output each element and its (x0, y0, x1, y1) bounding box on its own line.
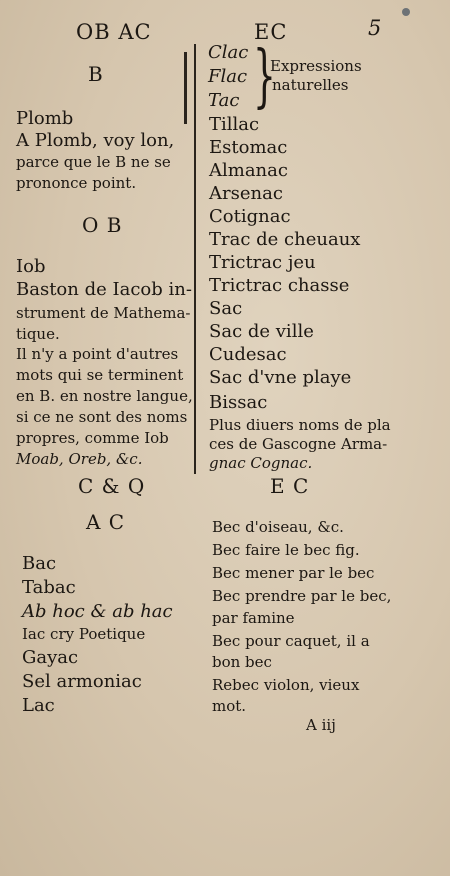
braced-word-tac: Tac (208, 90, 240, 111)
ac-item-iac: Iac cry Poetique (22, 625, 146, 643)
plomb-note-1: parce que le B ne se (16, 153, 171, 171)
ob-line-4: tique. (16, 325, 60, 343)
entry-iob: Iob (16, 256, 46, 277)
note-line-2: ces de Gascogne Arma- (209, 435, 388, 453)
plomb-note-2: prononce point. (16, 174, 137, 192)
ec-line-5: par famine (212, 609, 295, 627)
brace-note-1: Expressions (270, 57, 362, 75)
item-bissac: Bissac (209, 392, 268, 413)
section-heading-ob: O B (82, 213, 123, 237)
ec-line-6: Bec pour caquet, il a (212, 632, 370, 650)
item-sac-de-ville: Sac de ville (209, 321, 314, 342)
ob-line-5: Il n'y a point d'autres (16, 345, 179, 363)
braced-word-flac: Flac (208, 66, 248, 87)
ac-item-gayac: Gayac (22, 647, 79, 668)
ec-line-8: Rebec violon, vieux (212, 676, 360, 694)
ec-line-2: Bec faire le bec fig. (212, 541, 360, 559)
margin-bar (184, 52, 187, 124)
ec-line-3: Bec mener par le bec (212, 564, 375, 582)
item-sac: Sac (209, 298, 243, 319)
ec-line-4: Bec prendre par le bec, (212, 587, 392, 605)
section-heading-ec: E C (270, 474, 310, 498)
entry-plomb: Plomb (16, 108, 74, 129)
ob-line-6: mots qui se terminent (16, 366, 184, 384)
item-estomac: Estomac (209, 137, 288, 158)
item-arsenac: Arsenac (209, 183, 283, 204)
ink-spot (402, 8, 410, 16)
item-trictrac-chasse: Trictrac chasse (209, 275, 350, 296)
ob-line-9: propres, comme Iob (16, 429, 169, 447)
entry-baston: Baston de Iacob in- (16, 279, 192, 300)
ac-item-lac: Lac (22, 695, 55, 716)
ob-line-8: si ce ne sont des noms (16, 408, 188, 426)
ac-item-ab-hoc: Ab hoc & ab hac (22, 601, 173, 622)
ac-item-bac: Bac (22, 553, 57, 574)
brace-note-2: naturelles (272, 76, 349, 94)
item-trac: Trac de cheuaux (209, 229, 361, 250)
item-trictrac-jeu: Trictrac jeu (209, 252, 316, 273)
item-tillac: Tillac (209, 114, 260, 135)
entry-a-plomb: A Plomb, voy lon, (16, 130, 175, 151)
ec-line-7: bon bec (212, 653, 272, 671)
ob-line-10: Moab, Oreb, &c. (16, 450, 143, 468)
item-sac-playe: Sac d'vne playe (209, 367, 352, 388)
page-number: 5 (368, 16, 383, 40)
item-cotignac: Cotignac (209, 206, 291, 227)
ac-item-sel: Sel armoniac (22, 671, 142, 692)
item-almanac: Almanac (209, 160, 288, 181)
section-heading-ac: A C (86, 510, 126, 534)
section-heading-b: B (88, 62, 104, 86)
ac-item-tabac: Tabac (22, 577, 76, 598)
ob-line-3: strument de Mathema- (16, 304, 191, 322)
running-head-center: EC (254, 20, 288, 44)
column-rule (194, 44, 196, 474)
braced-word-clac: Clac (208, 42, 249, 63)
signature-mark: A iij (306, 716, 336, 734)
note-line-3: gnac Cognac. (209, 454, 313, 472)
note-line-1: Plus diuers noms de pla (209, 416, 391, 434)
ec-line-1: Bec d'oiseau, &c. (212, 518, 344, 536)
item-cudesac: Cudesac (209, 344, 287, 365)
running-head-left: OB AC (76, 20, 152, 44)
ec-line-9: mot. (212, 697, 247, 715)
section-heading-cq: C & Q (78, 474, 146, 498)
brace-icon: } (253, 38, 276, 117)
ob-line-7: en B. en nostre langue, (16, 387, 193, 405)
